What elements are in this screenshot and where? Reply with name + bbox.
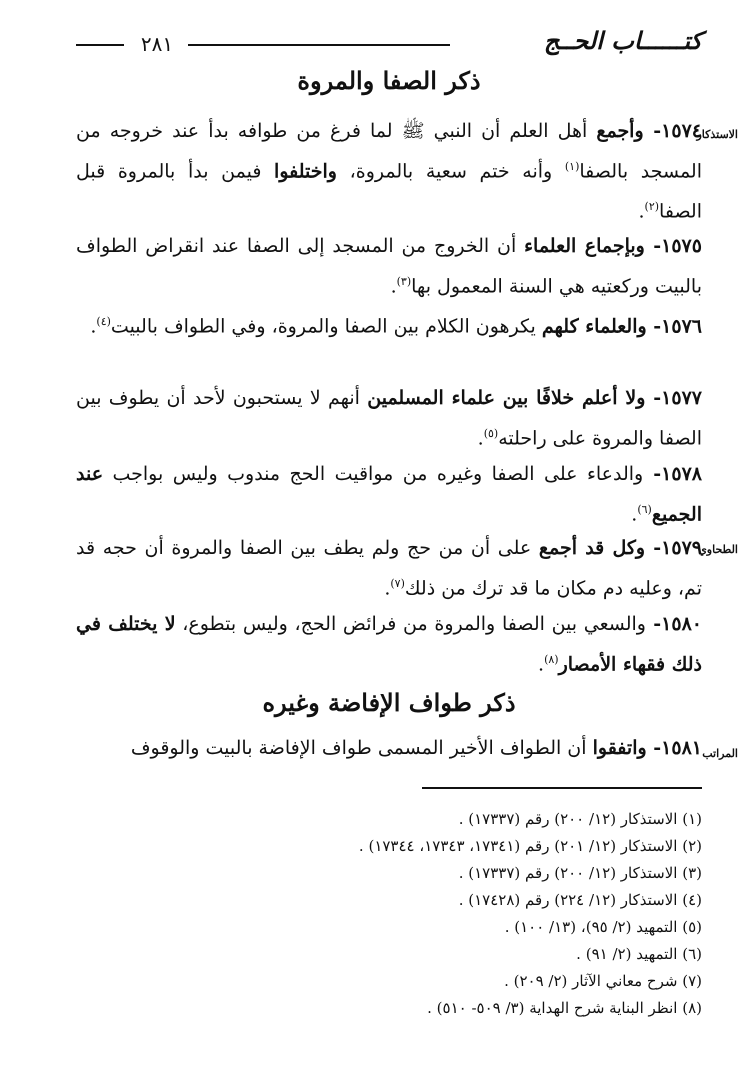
footnote-separator bbox=[422, 787, 702, 789]
footnote: (٦) التمهيد (٢/ ٩١) . bbox=[576, 945, 702, 963]
footnote-marker: (٨) bbox=[544, 653, 559, 666]
footnote-marker: (٣) bbox=[396, 275, 412, 288]
text-run: . bbox=[538, 653, 545, 676]
footnote-marker: (٤) bbox=[96, 315, 111, 328]
text-run: . bbox=[638, 200, 645, 223]
footnote-marker: (٦) bbox=[637, 503, 652, 516]
footnote-marker: (٧) bbox=[390, 577, 405, 590]
text-run: والدعاء على الصفا وغيره من مواقيت الحج مندوب وليس بواجب bbox=[103, 463, 644, 485]
text-run: يكرهون الكلام بين الصفا والمروة، وفي الطواف بالبيت bbox=[110, 315, 542, 338]
bold-phrase: وكل قد أجمع bbox=[538, 537, 646, 559]
section-title: ذكر الصفا والمروة bbox=[297, 66, 481, 95]
footnote-marker: (٥) bbox=[483, 427, 499, 440]
text-run: . bbox=[390, 275, 397, 298]
bold-phrase: عند الجميع bbox=[76, 463, 702, 526]
header-rule-middle bbox=[188, 44, 450, 46]
paragraph-1578 bbox=[76, 456, 702, 532]
book-title: كتــــــاب الحــج bbox=[543, 26, 702, 55]
bold-phrase: وأجمع bbox=[596, 120, 644, 142]
header-rule-left bbox=[76, 44, 124, 46]
text-run: . bbox=[90, 315, 97, 338]
paragraph-1577 bbox=[76, 380, 702, 456]
footnote: (٣) الاستذكار (١٢/ ٢٠٠) رقم (١٧٣٣٧) . bbox=[458, 864, 702, 882]
footnote: (٨) انظر البناية شرح الهداية (٣/ ٥٠٩- ٥١٠) . bbox=[427, 999, 702, 1017]
text-run: أهل العلم أن النبي ﷺ لما فرغ من طوافه بدأ عند خروجه من المسجد بالصفا bbox=[76, 120, 702, 183]
text-run: والسعي بين الصفا والمروة من فرائض الحج، وليس بتطوع، bbox=[175, 613, 646, 635]
text-run: أن الطواف الأخير المسمى طواف الإفاضة بالبيت والوقوف bbox=[130, 737, 593, 759]
entry-number: ١٥٨٠- bbox=[645, 613, 702, 635]
entry-number: ١٥٧٧- bbox=[645, 387, 702, 409]
text-run: . bbox=[384, 577, 391, 600]
paragraph-1580 bbox=[76, 606, 702, 682]
entry-number: ١٥٧٥- bbox=[644, 235, 702, 257]
entry-number: ١٥٧٤- bbox=[643, 120, 702, 142]
footnote: (٥) التمهيد (٢/ ٩٥)، (١٣/ ١٠٠) . bbox=[504, 918, 702, 936]
paragraph-1581 bbox=[76, 730, 702, 766]
source-label: الطحاوي bbox=[698, 543, 738, 556]
text-run: وأنه ختم سعية بالمروة، bbox=[336, 160, 565, 183]
paragraph-1576 bbox=[76, 304, 702, 344]
bold-phrase: وبإجماع العلماء bbox=[524, 235, 645, 257]
paragraph-1579 bbox=[76, 530, 702, 606]
text-run: فيمن بدأ بالمروة قبل الصفا bbox=[76, 160, 702, 223]
text-run: على أن من حج ولم يطف بين الصفا والمروة أن حجه قد تم، وعليه دم مكان ما قد ترك من ذلك bbox=[76, 537, 702, 600]
footnote: (٧) شرح معاني الآثار (٢/ ٢٠٩) . bbox=[504, 972, 702, 990]
source-label: الاستذكار bbox=[696, 128, 738, 141]
bold-phrase: واختلفوا bbox=[274, 160, 337, 183]
page-number: ٢٨١ bbox=[140, 32, 174, 56]
text-run: . bbox=[477, 427, 484, 450]
footnote-marker: (١) bbox=[564, 160, 580, 173]
footnotes bbox=[230, 806, 702, 1022]
bold-phrase: لا يختلف في ذلك فقهاء الأمصار bbox=[76, 613, 702, 676]
bold-phrase: والعلماء كلهم bbox=[541, 315, 647, 338]
text-run: . bbox=[631, 503, 638, 526]
section-title: ذكر طواف الإفاضة وغيره bbox=[262, 688, 516, 717]
footnote-marker: (٢) bbox=[644, 200, 660, 214]
text-run: أن الخروج من المسجد إلى الصفا عند انقراض الطواف بالبيت وركعتيه هي السنة المعمول بها bbox=[76, 235, 702, 298]
bold-phrase: واتفقوا bbox=[592, 737, 647, 759]
text-run: أنهم لا يستحبون لأحد أن يطوف بين الصفا والمروة على راحلته bbox=[76, 387, 702, 450]
entry-number: ١٥٧٨- bbox=[643, 463, 702, 485]
bold-phrase: ولا أعلم خلافًا بين علماء المسلمين bbox=[367, 387, 646, 409]
footnote: (١) الاستذكار (١٢/ ٢٠٠) رقم (١٧٣٣٧) . bbox=[458, 810, 702, 828]
footnote: (٢) الاستذكار (١٢/ ٢٠١) رقم (١٧٣٤١، ١٧٣٤٣، ١٧٣٤٤) . bbox=[358, 837, 702, 855]
entry-number: ١٥٧٦- bbox=[646, 315, 702, 338]
entry-number: ١٥٧٩- bbox=[645, 537, 702, 559]
paragraph-1575 bbox=[76, 228, 702, 304]
paragraph-1574 bbox=[76, 113, 702, 230]
source-label: المراتب bbox=[702, 747, 738, 760]
footnote: (٤) الاستذكار (١٢/ ٢٢٤) رقم (١٧٤٢٨) . bbox=[458, 891, 702, 909]
entry-number: ١٥٨١- bbox=[646, 737, 702, 759]
